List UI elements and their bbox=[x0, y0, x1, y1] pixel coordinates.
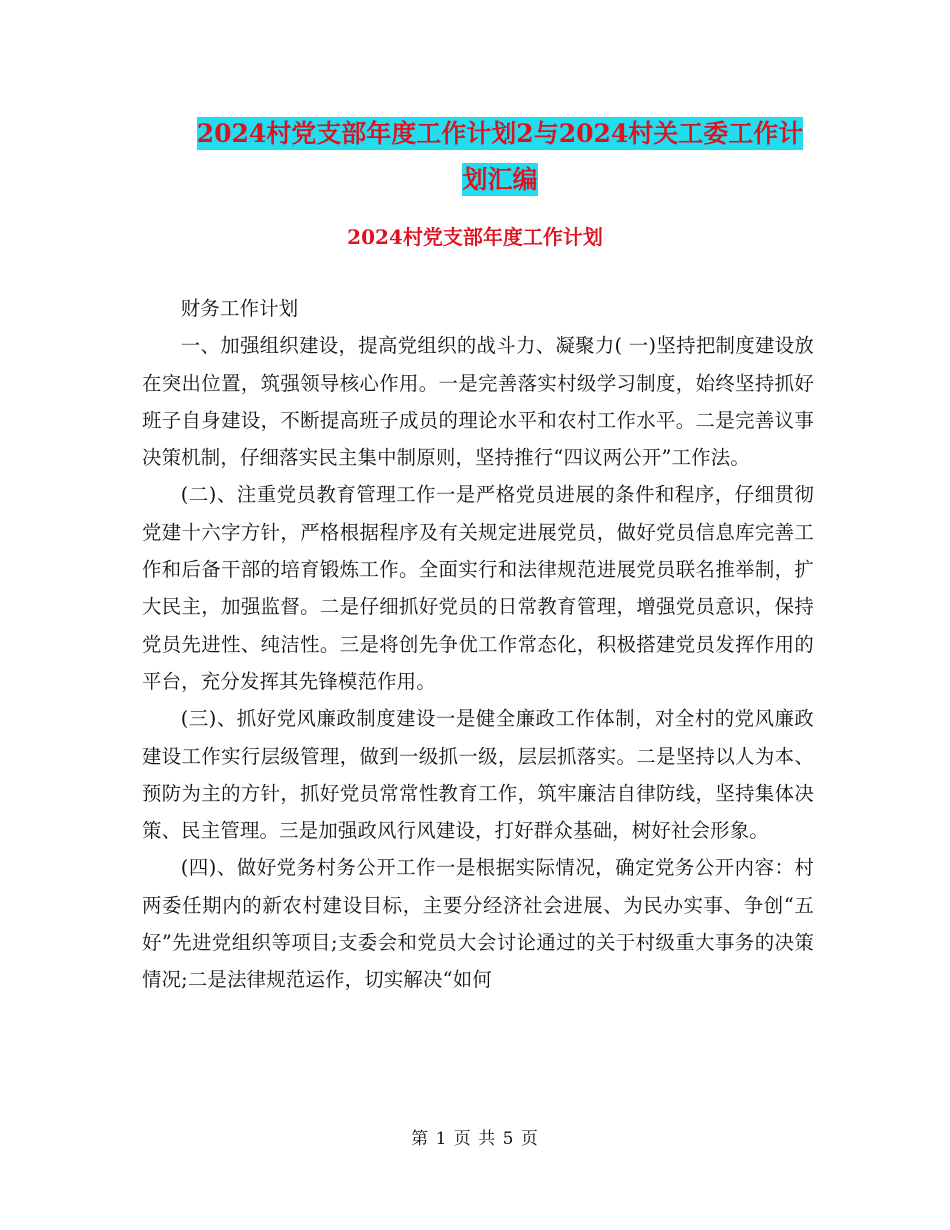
page-footer: 第 1 页 共 5 页 bbox=[411, 1129, 539, 1149]
section-title: 2024村党支部年度工作计划 bbox=[347, 225, 603, 249]
document-body bbox=[142, 290, 814, 999]
paragraph: (二)、注重党员教育管理工作一是严格党员进展的条件和程序，仔细贯彻党建十六字方针，严格根据程序及有关规定进展党员，做好党员信息库完善工作和后备干部的培育锻炼工作。全面实行和法律规范进展党员联名推举制，扩大民主，加强监督。二是仔细抓好党员的日常教育管理，增强党员意识，保持党员先进性、纯洁性。三是将创先争优工作常态化，积极搭建党员发挥作用的平台，充分发挥其先锋模范作用。 bbox=[142, 483, 814, 693]
paragraph: 财务工作计划 bbox=[180, 297, 299, 320]
document-title-line2: 划汇编 bbox=[462, 165, 538, 194]
paragraph: 一、加强组织建设，提高党组织的战斗力、凝聚力( 一)坚持把制度建设放在突出位置，筑强领导核心作用。一是完善落实村级学习制度，始终坚持抓好班子自身建设，不断提高班子成员的理论水平和农村工作水平。二是完善议事决策机制，仔细落实民主集中制原则，坚持推行“四议两公开”工作法。 bbox=[142, 334, 814, 470]
document-title bbox=[130, 111, 870, 203]
paragraph: (三)、抓好党风廉政制度建设一是健全廉政工作体制，对全村的党风廉政建设工作实行层级管理，做到一级抓一级，层层抓落实。二是坚持以人为本、预防为主的方针，抓好党员常常性教育工作，筑牢廉洁自律防线，坚持集体决策、民主管理。三是加强政风行风建设，打好群众基础，树好社会形象。 bbox=[142, 707, 814, 843]
paragraph: (四)、做好党务村务公开工作一是根据实际情况，确定党务公开内容：村两委任期内的新农村建设目标，主要分经济社会进展、为民办实事、争创“五好”先进党组织等项目;支委会和党员大会讨论通过的关于村级重大事务的决策情况;二是法律规范运作，切实解决“如何 bbox=[142, 856, 814, 992]
document-title-line1: 2024村党支部年度工作计划2与2024村关工委工作计 bbox=[196, 119, 804, 148]
